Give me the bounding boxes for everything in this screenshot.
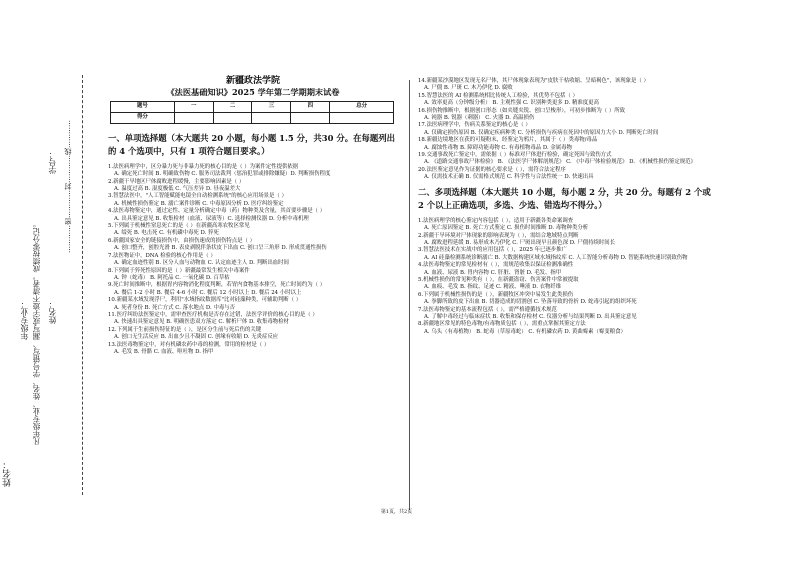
- question-stem: 2.新疆干旱地区尸体腐败进程缓慢，主要影响因素是（ ）: [108, 178, 245, 185]
- question-stem: 6.下列属于机械性损伤的是（ ），新疆牧区冲突中易发生此类损伤: [418, 291, 574, 298]
- question-options: A. 餐后 1-2 小时 B. 餐后 4-6 小时 C. 餐后 12 小时以上 D. 餐后 24 小时以上: [114, 289, 302, 296]
- question-stem: 6.新疆国家安全的链接损伤中，由损伤速成的损伤特点是（ ）: [108, 237, 256, 244]
- exam-title: 《法医基础知识》2025 学年第二学期期末试卷: [166, 87, 340, 98]
- question-options: A. 创口无生活反应 B. 出血少且不凝固 C. 创缘有收缩 D. 无炎症反应: [114, 334, 279, 341]
- question-stem: 3.智慧法医技术在实战中的应用包括（ ），2025 年已逐步推广: [418, 247, 567, 254]
- question-options: A. 出具鉴定意见 B. 收集检材（血液、尿液等）C. 选择检测仪器 D. 分析中毒机理: [114, 215, 309, 222]
- question-stem: 17.法医病理学中，伤病关系鉴定的核心是（ ）: [418, 122, 531, 129]
- student-no-label: 学号：: [48, 150, 57, 174]
- question-stem: 14.新疆某沙漠地区发现无名尸体，其尸体现象表现为"皮肤干枯收缩、呈暗褐色"，该现象是（ ）: [418, 78, 649, 84]
- question-options: A. 死亡原因鉴定 B. 死亡方式鉴定 C. 损伤时间推断 D. 毒物种类分析: [424, 225, 589, 232]
- score-cell: 得分: [111, 112, 175, 123]
- question-options: A. 温度过高 B. 湿度极低 C. 气压差异 D. 昼夜温差大: [114, 186, 241, 193]
- question-stem: 1.法医病理学中，区分暴力死与非暴力死的核心目的是（ ）为案件定性提供依据: [108, 163, 299, 170]
- score-cell: 二: [213, 101, 252, 112]
- question-stem: 12.下列属于生前损伤特征的是（ ），是区分生前与死后伤的关键: [108, 326, 262, 333]
- question-options: A. AI 硅藻检测系统诊断溺亡 B. 大数据构建区域水域指纹库 C. 人工智能分析毒物 D. 智能系统快速识别致伤物: [424, 254, 688, 261]
- question-stem: 20.法医鉴定意见作为证据的核心要求是（ ），需符合法定程序: [418, 166, 566, 173]
- question-stem: 11.医疗纠纷法医鉴定中，需审查医疗机构是否存在过错，法医学评价的核心目的是（ ）: [108, 311, 318, 318]
- score-cell: 题号: [111, 101, 175, 112]
- question-stem: 1.法医病理学的核心鉴定内容包括（ ），适用于新疆各类命案调查: [418, 217, 574, 224]
- question-options: A. 毛发 B. 骨骼 C. 血液、呕吐物 D. 指甲: [114, 348, 214, 355]
- question-stem: 16.损伤物推断中，根据创口形态（如夹缝夹锐、创口呈梭形），可初步推断为（ ）所致: [418, 107, 626, 114]
- question-stem: 5.下列属于机械性窒息死亡的是（ ）在新疆高寒农牧区常见: [108, 223, 250, 230]
- score-input-cell[interactable]: [174, 112, 213, 123]
- section1-title: 一、单项选择题（本大题共 20 小题，每小题 1.5 分，共30 分。在每题列出的 4 个选项中，只有 1 项符合题目要求。）: [108, 132, 395, 156]
- score-input-cell[interactable]: [330, 112, 394, 123]
- question-options: A. 了解中毒经过与临床症状 B. 收集和保存检材 C. 仪器分析与结果判断 D. 出具鉴定意见: [424, 313, 637, 320]
- question-stem: 4.法医毒物鉴定的常见检材有（ ），需规范收集以保证检测准确性: [418, 262, 574, 269]
- question-options: A. 血痕、毛发 B. 指纹、足迹 C. 精液、唾液 D. 衣物纤维: [424, 284, 562, 291]
- score-input-cell[interactable]: [252, 112, 291, 123]
- question-options: A. 仅确定损伤原因 B. 仅确定疾病种类 C. 分析损伤与疾病在死因中的原因力大小 D. 判断死亡时间: [424, 129, 659, 136]
- name-label: 姓名：: [3, 460, 13, 487]
- question-options: A. 效率更高（分钟级分析） B. 主观性强 C. 识别种类更多 D. 精准度更高: [424, 100, 599, 107]
- question-options: A. 创口整齐，创腔光滑 B. 表皮剥脱伴条状皮下出血 C. 创口呈三角形 D. 形成贯通性损伤: [114, 245, 327, 252]
- question-options: A. 拳脚所致的皮下出血 B. 切器造成的切割创 C. 坠落导致的骨折 D. 蛇毒引起的组织坏死: [424, 299, 637, 306]
- score-input-cell[interactable]: [291, 112, 330, 123]
- major-label: 年级专业：: [20, 300, 29, 340]
- score-header-row: [111, 101, 394, 112]
- question-stem: 5.机械性损伤的常见种类有（ ），在新疆盗窃、伤害案件中常被提取: [418, 276, 579, 283]
- score-value-row: [111, 112, 394, 123]
- question-stem: 15.智慧法医的 AI 检测系统相比传统人工检验，其优势不包括（ ）: [418, 92, 578, 99]
- question-options: A. 仅需技术正确 B. 仅需格式规范 C. 科学性与合法性统一 D. 快速出具: [424, 174, 594, 181]
- score-cell: 总分: [330, 101, 394, 112]
- question-options: A. 死者身份 B. 死亡方式 C. 落水地点 D. 中毒与否: [114, 304, 236, 311]
- question-stem: 10.新疆某水域发现浮尸，利用"水域指纹数据库"比对硅藻种类，可辅助判断（ ）: [108, 297, 302, 304]
- school-name: 新疆政法学院: [225, 76, 280, 86]
- section2-questions: [418, 218, 718, 337]
- question-options: A. 血液、尿液 B. 胃内容物 C. 肝脏、肾脏 D. 毛发、指甲: [424, 269, 562, 276]
- question-stem: 3.智慧法医中，"人工智能赋能电镜全自动检测系统"的核心应用场景是（ ）: [108, 193, 287, 200]
- score-cell: 四: [291, 101, 330, 112]
- binding-strip: [0, 60, 100, 560]
- question-stem: 8.新疆地区常见的特色毒物/有毒物质包括（ ），需重点掌握其鉴定方法: [418, 321, 586, 328]
- score-cell: 一: [174, 101, 213, 112]
- question-stem: 9.死亡时间推断中，根据胃内容物消化程度判断，若胃内食物基本排空，死亡时间约为（ ）: [108, 282, 326, 289]
- page-footer: 第1页，共2页: [380, 509, 413, 515]
- question-stem: 13.法医毒物鉴定中，对有机磷农药中毒的检测，常用的检材是（ ）: [108, 341, 270, 348]
- question-options: A. 腐蚀性毒物 B. 障碍功能毒物 C. 有毒植物毒品 D. 金属毒物: [424, 144, 572, 151]
- right-column: [418, 78, 718, 336]
- column-divider: [409, 80, 410, 510]
- section1-questions: [108, 164, 398, 357]
- question-options: A. 《道路交通事故尸体检验》 B. 《法医学尸体解剖规范》 C. 《中毒尸体检验规范》 D. 《机械性损伤鉴定规范》: [424, 159, 696, 166]
- question-options: A. 钟（蛇毒） B. 阿托品 C. 一氧化碳 D. 百草枯: [114, 274, 230, 281]
- question-stem: 7.法医物证中，DNA 检验的核心作用是（ ）: [108, 252, 216, 259]
- notice-text: 凡年级专业、姓名、学号错写、漏写或字迹不清者，成绩按零分记。: [32, 220, 41, 445]
- question-options: A. 快速出具鉴定意见 B. 明确医患双方落定 C. 解析尸体 D. 收集毒物检材: [114, 319, 289, 326]
- question-stem: 18.新疆边境地区在获的可疑粉末，经鉴定为鸦片，其属于（ ）类毒物/毒品: [418, 137, 598, 144]
- question-options: A. 腐败进程延缓 B. 易形成木乃伊化 C. 尸斑出现早且颜色深 D. 尸僵持续时间长: [424, 239, 616, 246]
- left-column: [108, 78, 398, 356]
- question-stem: 19.交通事故死亡鉴定中，需依据（ ）标准对尸体进行检验，确定死因与致伤方式: [418, 152, 612, 159]
- seal-line-text: …………密…………封…………线…………: [64, 120, 72, 253]
- question-options: A. 机械性损伤鉴定 B. 溺亡案件诊断 C. 中毒原因分析 D. 医疗纠纷鉴定: [114, 200, 284, 207]
- seal-dashed-line: [82, 75, 83, 495]
- question-stem: 4.法医毒物鉴定中，通过定性、定量分析确定中毒（药）物种类及含量，其首要步骤是（ ）: [108, 208, 326, 215]
- score-cell: 三: [252, 101, 291, 112]
- name2-label: 姓名：: [48, 300, 57, 324]
- score-input-cell[interactable]: [213, 112, 252, 123]
- question-stem: 8.下列属于猝死性原因的是（ ）新疆最常发生相关中毒案件: [108, 267, 250, 274]
- question-options: A. 确定血迹性别 B. 区分人血与动物血 C. 认定血迹主人 D. 判断出血时间: [114, 260, 289, 267]
- section1-continued: [418, 78, 718, 182]
- question-stem: 2.新疆干旱环境对尸体现象的影响表现为（ ），需结合地域特点判断: [418, 232, 579, 239]
- question-stem: 7.法医毒物鉴定的基本流程包括（ ），需严格遵循技术规范: [418, 306, 557, 313]
- question-options: A. 乌头（有毒植物） B. 蛇毒（草原毒蛇） C. 有机磷农药 D. 黄曲霉素（霉变粮食）: [424, 328, 626, 335]
- score-table: [110, 101, 394, 124]
- question-options: A. 确定死亡时间 B. 明确致伤物 C. 服务司法裁判（惩治犯罪或排除嫌疑）D. 判断损伤程度: [114, 171, 331, 178]
- question-options: A. 尸僵 B. 尸斑 C. 木乃伊化 D. 腐败: [424, 85, 513, 92]
- section2-title: 二、多项选择题（本大题共 10 小题，每小题 2 分，共 20 分。每题有 2 个或 2 个以上正确选项，多选、少选、错选均不得分。）: [418, 186, 711, 210]
- question-options: A. 钝器 B. 锐器（刺器） C. 火器 D. 高温损伤: [424, 115, 535, 122]
- question-options: A. 缢死 B. 电击死 C. 有机磷中毒死 D. 猝死: [114, 230, 219, 237]
